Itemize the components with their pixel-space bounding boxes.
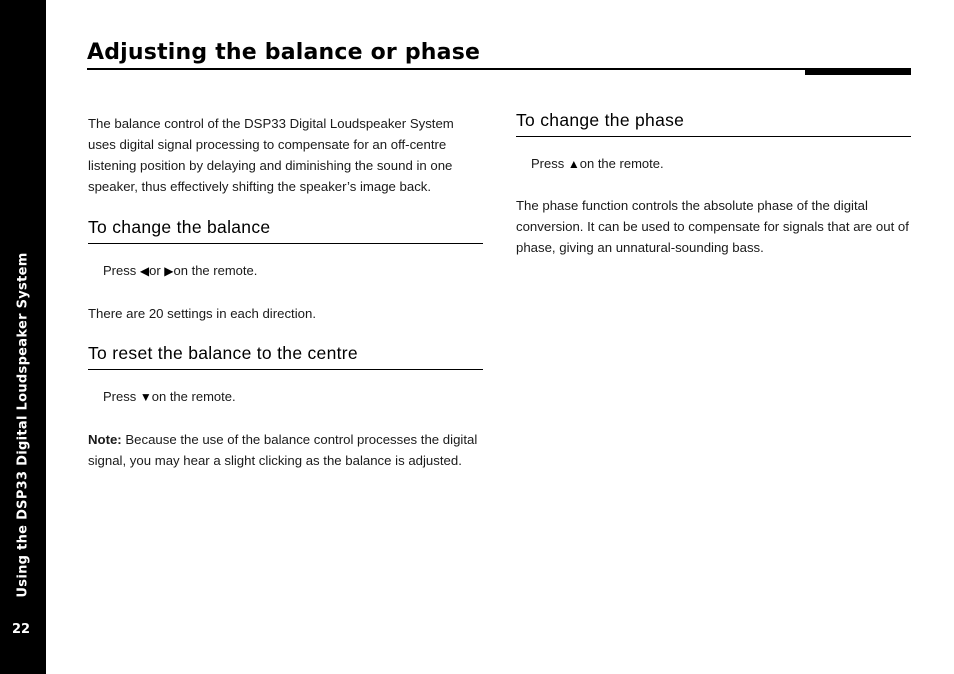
right-column bbox=[516, 110, 911, 258]
sidebar bbox=[0, 0, 46, 674]
reset-press-label: Press bbox=[103, 389, 137, 404]
phase-remote-label: on the remote. bbox=[579, 156, 664, 171]
page-title: Adjusting the balance or phase bbox=[87, 40, 481, 65]
phase-press-label: Press bbox=[531, 156, 565, 171]
right-arrow-icon: ▶ bbox=[164, 264, 174, 278]
down-arrow-icon: ▼ bbox=[139, 390, 152, 404]
intro-paragraph: The balance control of the DSP33 Digital Loudspeaker System uses digital signal processing to compensate for an off-centre listening position by delaying and diminishing the sound in one speaker, thus effectively shifting the speaker’s image back. bbox=[88, 116, 454, 194]
balance-instruction bbox=[88, 260, 483, 282]
sidebar-title: Using the DSP33 Digital Loudspeaker System bbox=[15, 252, 31, 598]
page-number: 22 bbox=[12, 622, 31, 637]
reset-heading: To reset the balance to the centre bbox=[88, 343, 483, 370]
left-arrow-icon: ◀ bbox=[139, 264, 150, 278]
balance-or-label: or bbox=[149, 263, 161, 278]
up-arrow-icon: ▲ bbox=[567, 157, 580, 171]
note-paragraph bbox=[88, 429, 483, 471]
balance-press-label: Press bbox=[103, 263, 137, 278]
title-rule bbox=[87, 68, 911, 70]
note-label: Note: bbox=[88, 432, 122, 447]
balance-settings-text: There are 20 settings in each direction. bbox=[88, 306, 316, 321]
balance-remote-label: on the remote. bbox=[173, 263, 258, 278]
reset-remote-label: on the remote. bbox=[151, 389, 236, 404]
phase-instruction bbox=[516, 153, 911, 175]
reset-instruction bbox=[88, 386, 483, 408]
balance-heading: To change the balance bbox=[88, 217, 483, 244]
title-rule-accent bbox=[805, 68, 911, 75]
phase-heading: To change the phase bbox=[516, 110, 911, 137]
left-column bbox=[88, 113, 483, 471]
phase-description: The phase function controls the absolute phase of the digital conversion. It can be used to compensate for signals that are out of phase, giving an unnatural-sounding bass. bbox=[516, 198, 909, 255]
note-text: Because the use of the balance control processes the digital signal, you may hear a slight clicking as the balance is adjusted. bbox=[88, 432, 478, 468]
